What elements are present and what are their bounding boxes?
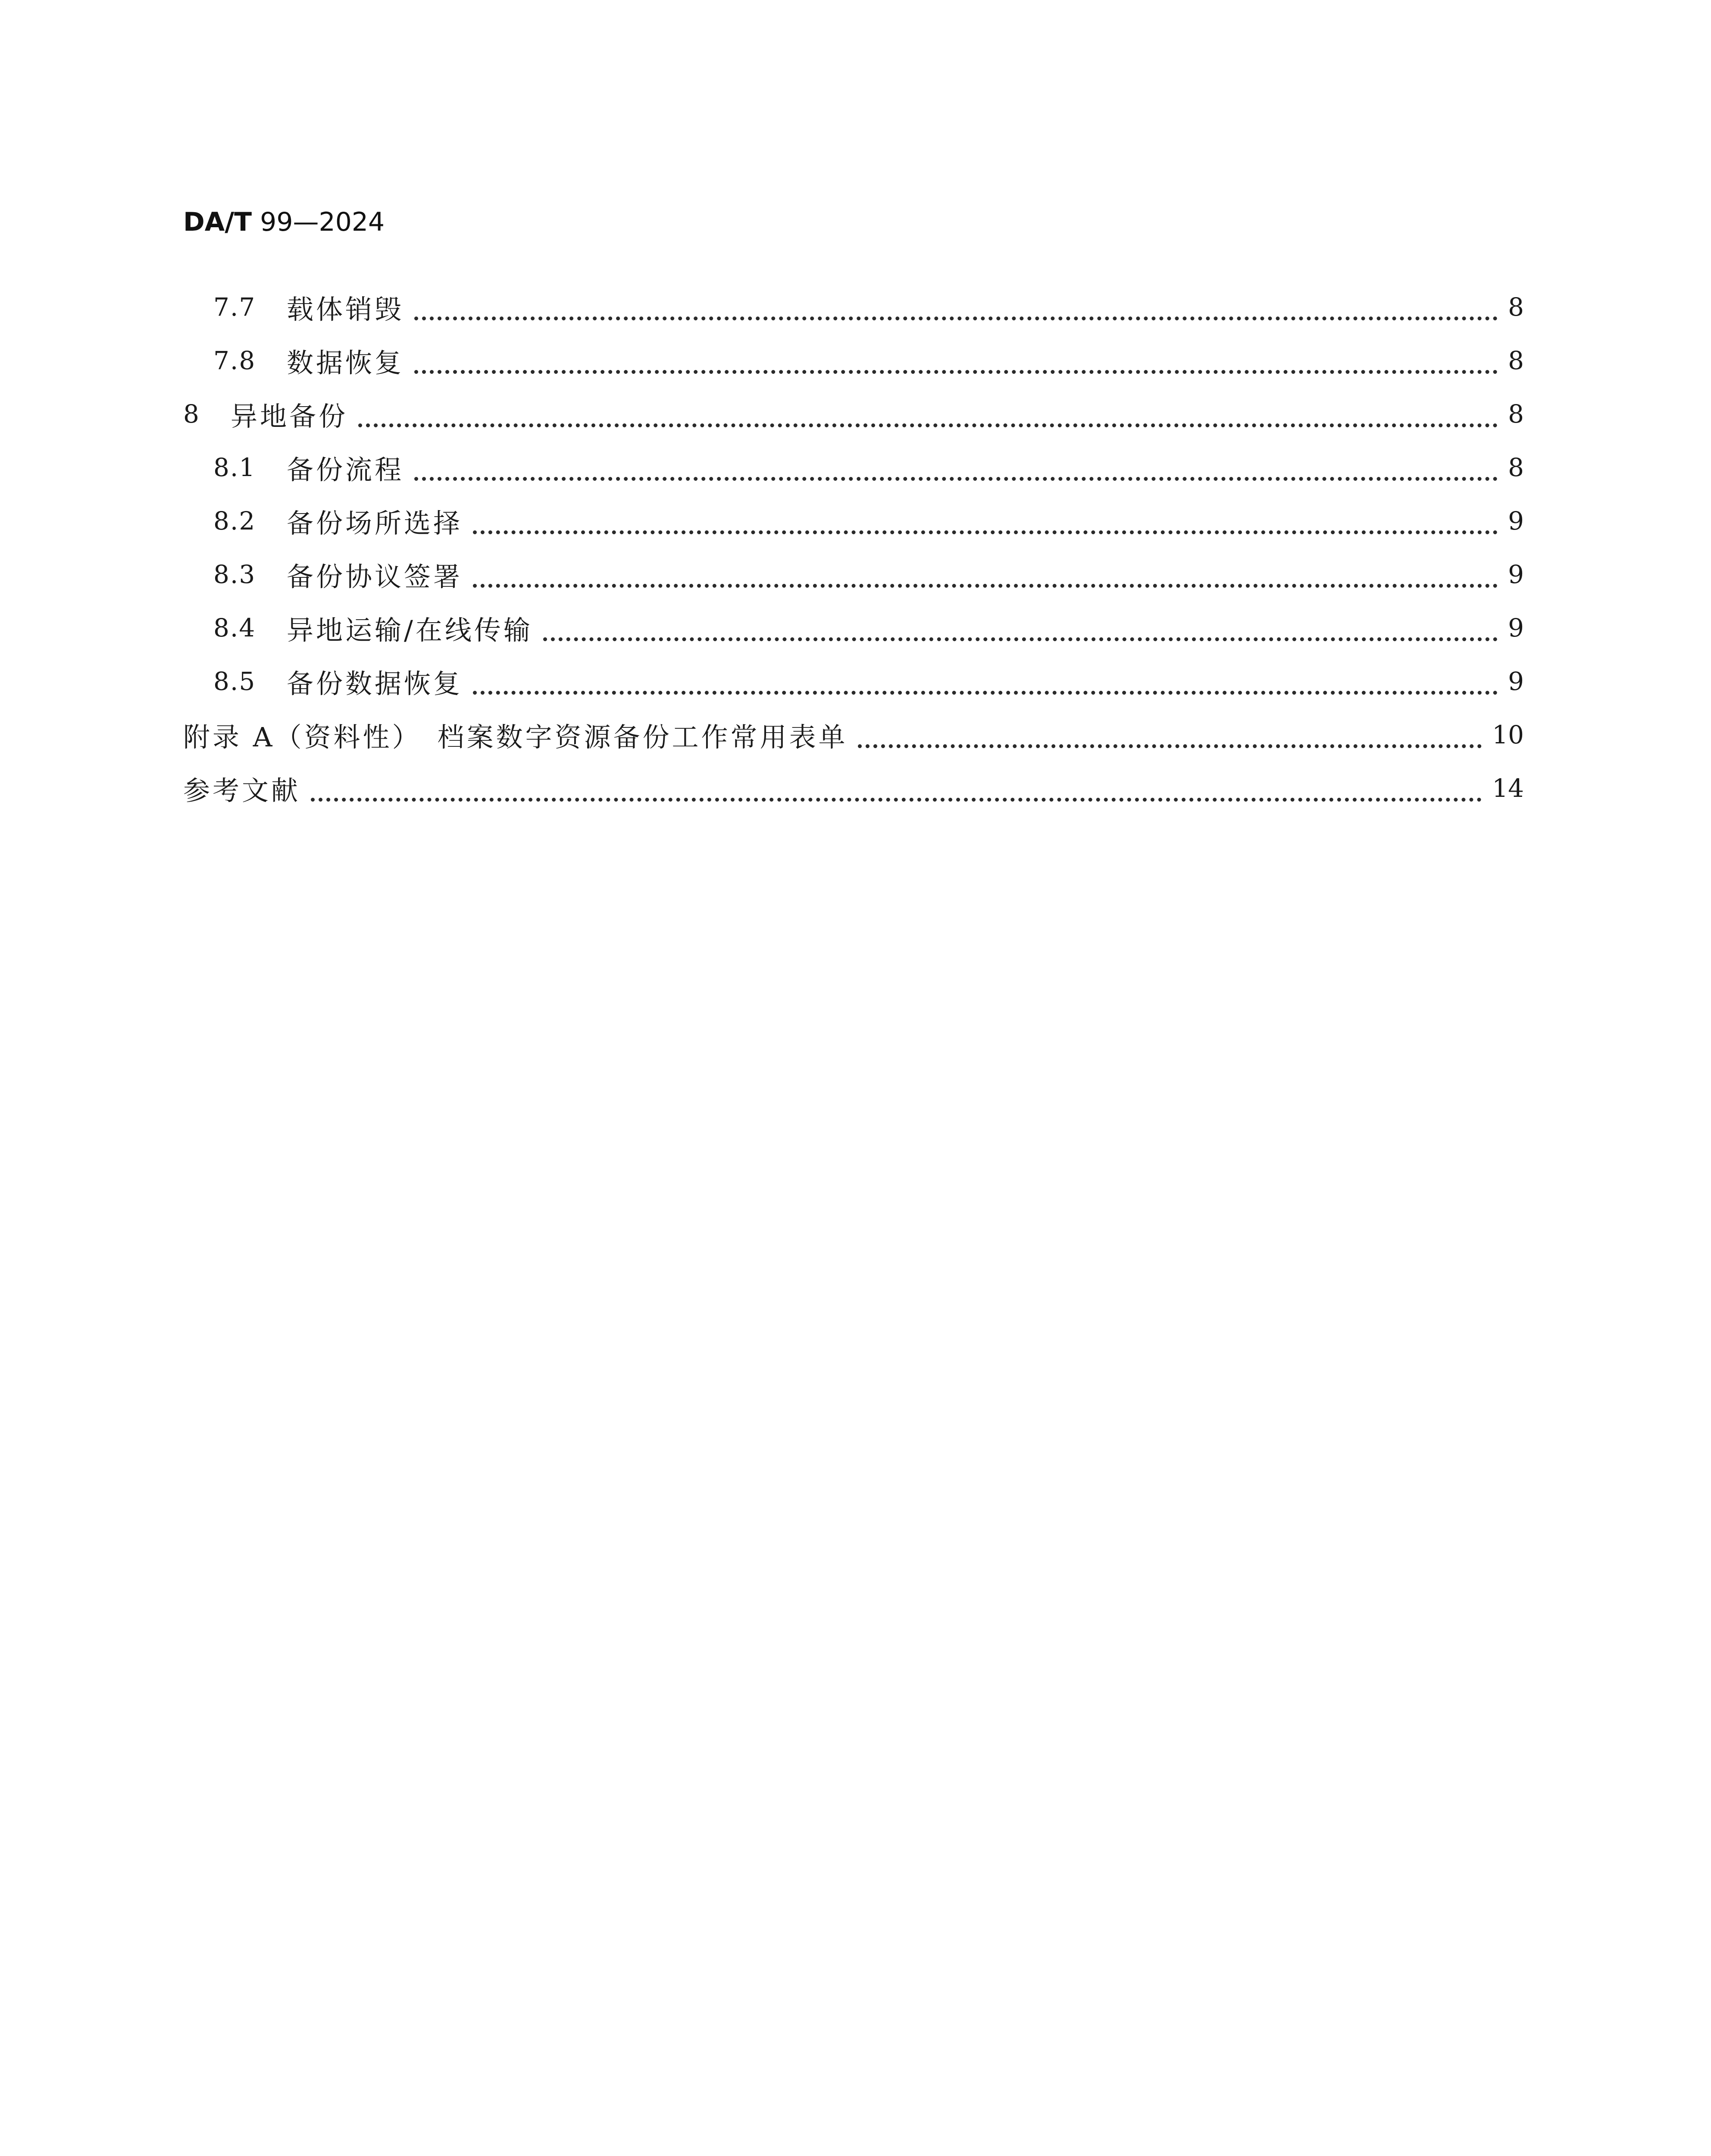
toc-entry-page: 8 [1508, 292, 1524, 322]
toc-entry-page: 9 [1508, 506, 1524, 536]
toc-entry-page: 8 [1508, 346, 1524, 375]
dot-leader [358, 398, 1498, 427]
toc-entry-title: 参考文献 [183, 774, 301, 806]
toc-entry-number: 8.3 [213, 560, 256, 589]
toc-entry-8-2[interactable] [183, 494, 1524, 548]
dot-leader [414, 344, 1498, 374]
dot-leader [473, 558, 1498, 588]
toc-entry-8-3[interactable] [183, 548, 1524, 601]
toc-entry-number: 7.8 [213, 346, 256, 375]
dot-leader [414, 291, 1498, 320]
dot-leader [311, 772, 1482, 802]
toc-entry-title: 异地备份 [231, 400, 348, 432]
toc-entry-page: 10 [1492, 720, 1524, 749]
toc-entry-title: 备份协议签署 [287, 561, 463, 592]
table-of-contents [183, 280, 1524, 815]
dot-leader [414, 451, 1498, 481]
toc-entry-references[interactable] [183, 761, 1524, 815]
standard-code-number: 99—2024 [260, 207, 385, 237]
dot-leader [473, 665, 1498, 695]
toc-entry-7-7[interactable] [183, 280, 1524, 334]
toc-entry-8-1[interactable] [183, 441, 1524, 494]
toc-entry-title: 异地运输/在线传输 [287, 614, 533, 646]
dot-leader [858, 718, 1482, 748]
toc-entry-title: 备份场所选择 [287, 507, 463, 539]
toc-entry-page: 8 [1508, 399, 1524, 429]
toc-entry-number: 8.5 [213, 667, 256, 696]
toc-entry-appendix-a[interactable] [183, 708, 1524, 761]
toc-entry-number: 8.2 [213, 506, 256, 536]
toc-entry-number: 7.7 [213, 292, 256, 322]
dot-leader [543, 611, 1498, 641]
toc-entry-page: 9 [1508, 560, 1524, 589]
toc-entry-page: 9 [1508, 667, 1524, 696]
toc-entry-title: 附录 A（资料性） 档案数字资源备份工作常用表单 [183, 721, 848, 753]
toc-entry-8[interactable] [183, 387, 1524, 441]
toc-entry-title: 备份数据恢复 [287, 667, 463, 699]
toc-entry-page: 9 [1508, 613, 1524, 642]
toc-entry-number: 8.1 [213, 453, 256, 482]
toc-entry-title: 载体销毁 [287, 293, 404, 325]
toc-entry-title: 备份流程 [287, 454, 404, 486]
dot-leader [473, 505, 1498, 534]
toc-entry-page: 8 [1508, 453, 1524, 482]
standard-code-header [183, 203, 385, 241]
toc-entry-title: 数据恢复 [287, 347, 404, 379]
toc-entry-8-4[interactable] [183, 601, 1524, 655]
toc-entry-number: 8 [183, 399, 200, 429]
toc-entry-number: 8.4 [213, 613, 256, 642]
standard-code-prefix: DA/T [183, 207, 252, 237]
toc-entry-7-8[interactable] [183, 334, 1524, 387]
toc-entry-8-5[interactable] [183, 655, 1524, 708]
toc-entry-page: 14 [1492, 774, 1524, 803]
